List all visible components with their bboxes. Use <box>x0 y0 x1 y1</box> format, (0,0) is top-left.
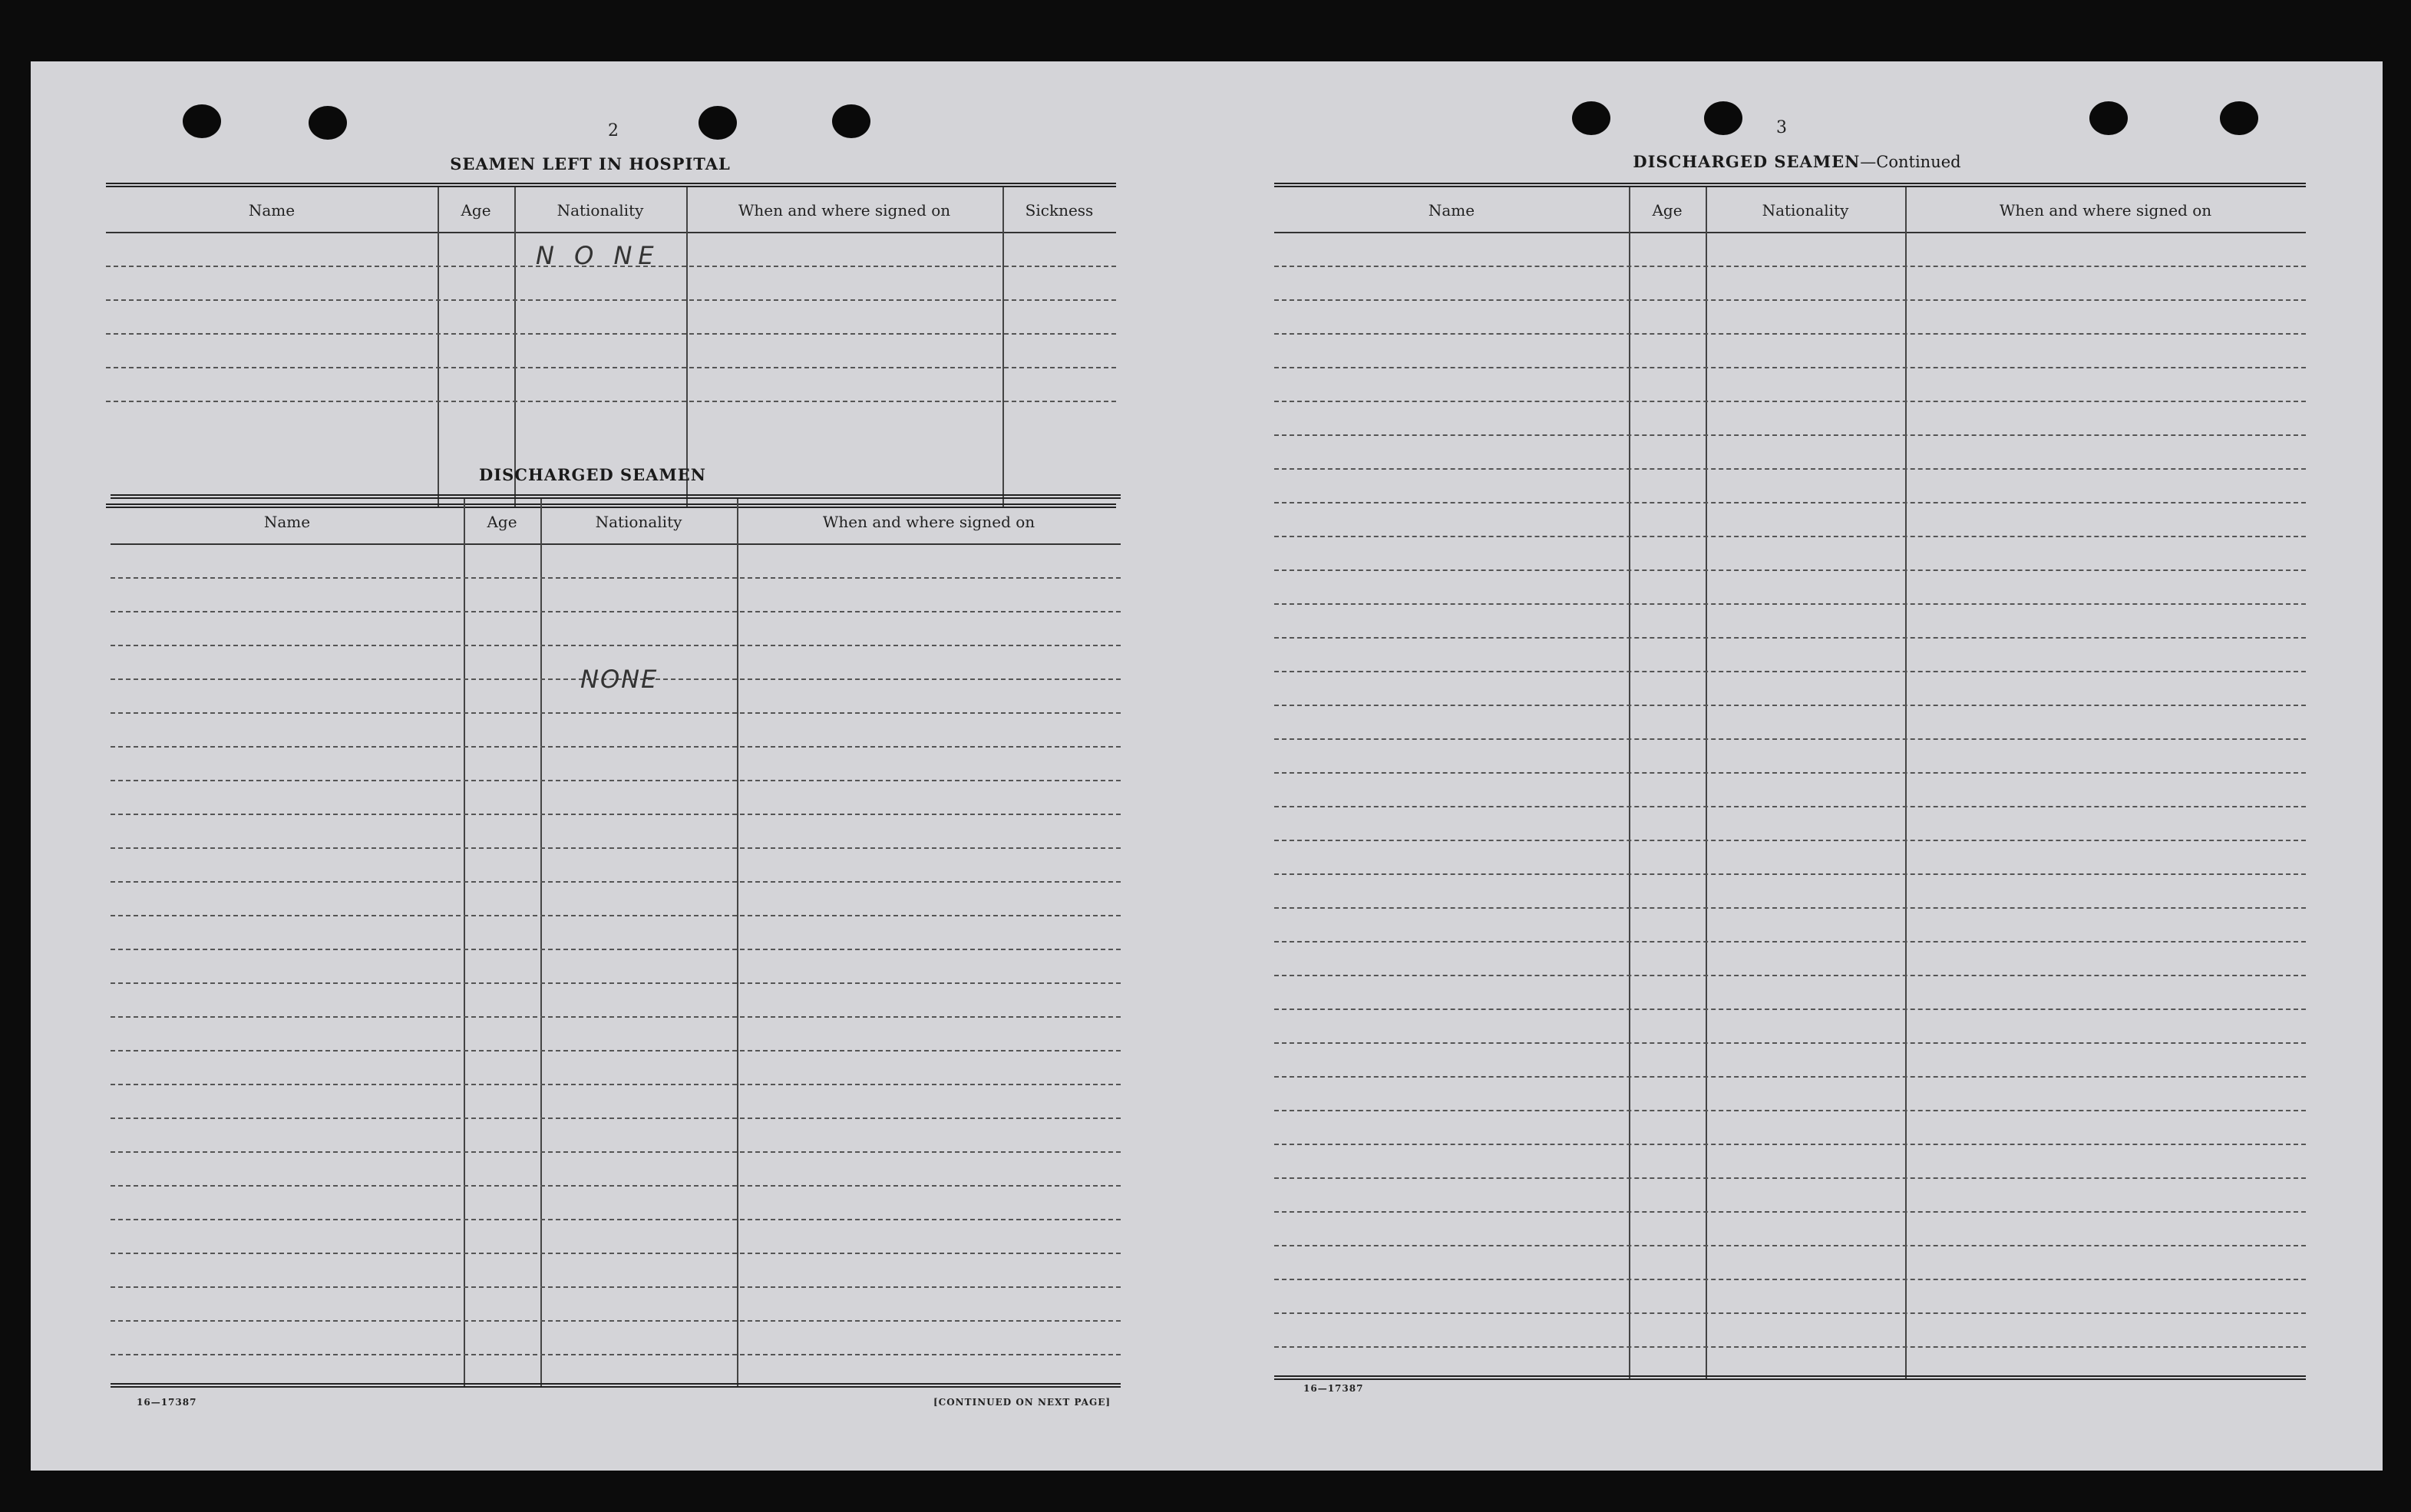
hospital-col-sickness: Sickness <box>1025 201 1094 220</box>
right-page-number: 3 <box>1776 118 1787 137</box>
right-title-main: DISCHARGED SEAMEN <box>1633 152 1861 171</box>
hospital-col-age: Age <box>461 201 491 220</box>
punch-hole <box>1572 101 1610 135</box>
discharged-left-col-signed-on: When and where signed on <box>822 513 1035 531</box>
discharged-right-col-nationality: Nationality <box>1762 201 1849 220</box>
hospital-col-name: Name <box>248 201 296 220</box>
punch-hole <box>309 106 347 140</box>
discharged-right-col-age: Age <box>1652 201 1683 220</box>
right-form-number: 16—17387 <box>1303 1383 1364 1394</box>
document-sheet <box>31 61 2383 1471</box>
hospital-table <box>106 183 1116 508</box>
left-page-number: 2 <box>608 121 619 140</box>
punch-hole <box>183 104 221 138</box>
right-section-title <box>1274 152 2320 171</box>
discharged-table-left <box>111 494 1121 1388</box>
hospital-col-nationality: Nationality <box>557 201 644 220</box>
punch-hole <box>2089 101 2128 135</box>
discharged-none-entry: NONE <box>580 665 659 694</box>
punch-hole <box>2220 101 2258 135</box>
punch-hole <box>1704 101 1742 135</box>
punch-hole <box>832 104 870 138</box>
right-title-suffix: —Continued <box>1860 153 1961 171</box>
discharged-left-col-nationality: Nationality <box>595 513 682 531</box>
discharged-section-title: DISCHARGED SEAMEN <box>479 465 706 484</box>
hospital-none-entry: N O NE <box>536 241 660 270</box>
discharged-left-col-age: Age <box>487 513 517 531</box>
discharged-right-col-name: Name <box>1428 201 1475 220</box>
continued-note: [CONTINUED ON NEXT PAGE] <box>933 1397 1111 1408</box>
hospital-col-signed-on: When and where signed on <box>738 201 951 220</box>
hospital-section-title: SEAMEN LEFT IN HOSPITAL <box>450 154 731 173</box>
discharged-left-col-name: Name <box>263 513 311 531</box>
left-form-number: 16—17387 <box>137 1397 197 1408</box>
punch-hole <box>699 106 737 140</box>
discharged-right-col-signed-on: When and where signed on <box>1999 201 2212 220</box>
discharged-table-right <box>1274 183 2306 1380</box>
